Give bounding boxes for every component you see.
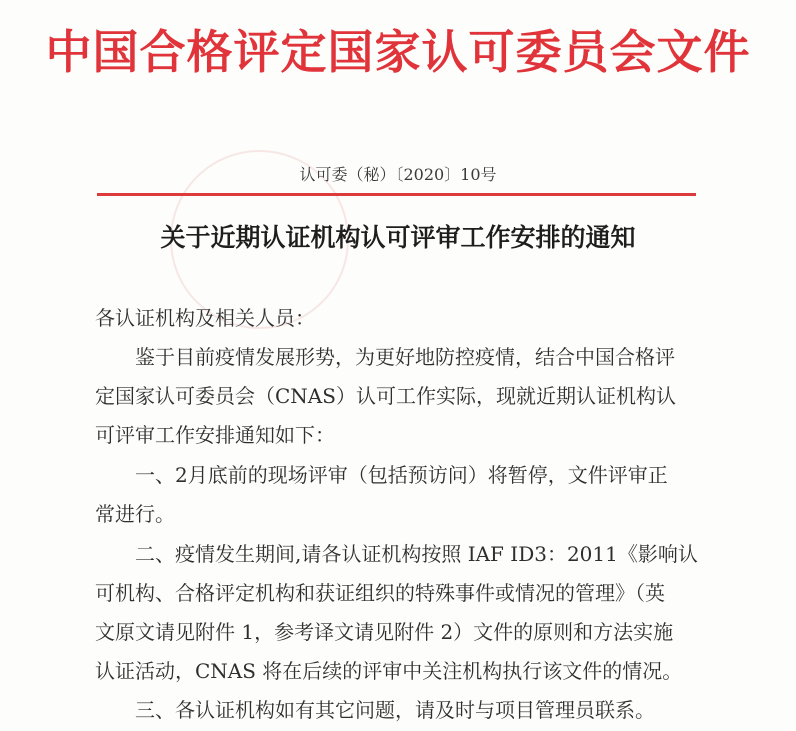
paragraph-line: 可机构、合格评定机构和获证组织的特殊事件或情况的管理》（英 [95, 581, 665, 605]
header-divider-rule [97, 193, 696, 196]
paragraph-line: 可评审工作安排通知如下： [95, 423, 335, 447]
paragraph-line: 定国家认可委员会（CNAS）认可工作实际，现就近期认证机构认 [95, 384, 676, 408]
paragraph-line: 认证活动，CNAS 将在后续的评审中关注机构执行该文件的情况。 [95, 659, 683, 683]
paragraph-line: 文原文请见附件 1，参考译文请见附件 2）文件的原则和方法实施 [95, 620, 674, 644]
paragraph-line: 常进行。 [95, 502, 175, 526]
paragraph-line: 三、各认证机构如有其它问题，请及时与项目管理员联系。 [135, 698, 655, 722]
paragraph-line: 二、疫情发生期间,请各认证机构按照 IAF ID3：2011《影响认 [135, 542, 698, 566]
document-number: 认可委（秘）〔2020〕10号 [299, 165, 497, 184]
notice-title: 关于近期认证机构认可评审工作安排的通知 [160, 223, 636, 252]
salutation: 各认证机构及相关人员： [95, 306, 315, 330]
paragraph-line: 鉴于目前疫情发展形势，为更好地防控疫情，结合中国合格评 [135, 345, 675, 369]
issuer-header-title: 中国合格评定国家认可委员会文件 [45, 25, 751, 79]
paragraph-line: 一、2月底前的现场评审（包括预访问）将暂停，文件评审正 [135, 463, 668, 487]
